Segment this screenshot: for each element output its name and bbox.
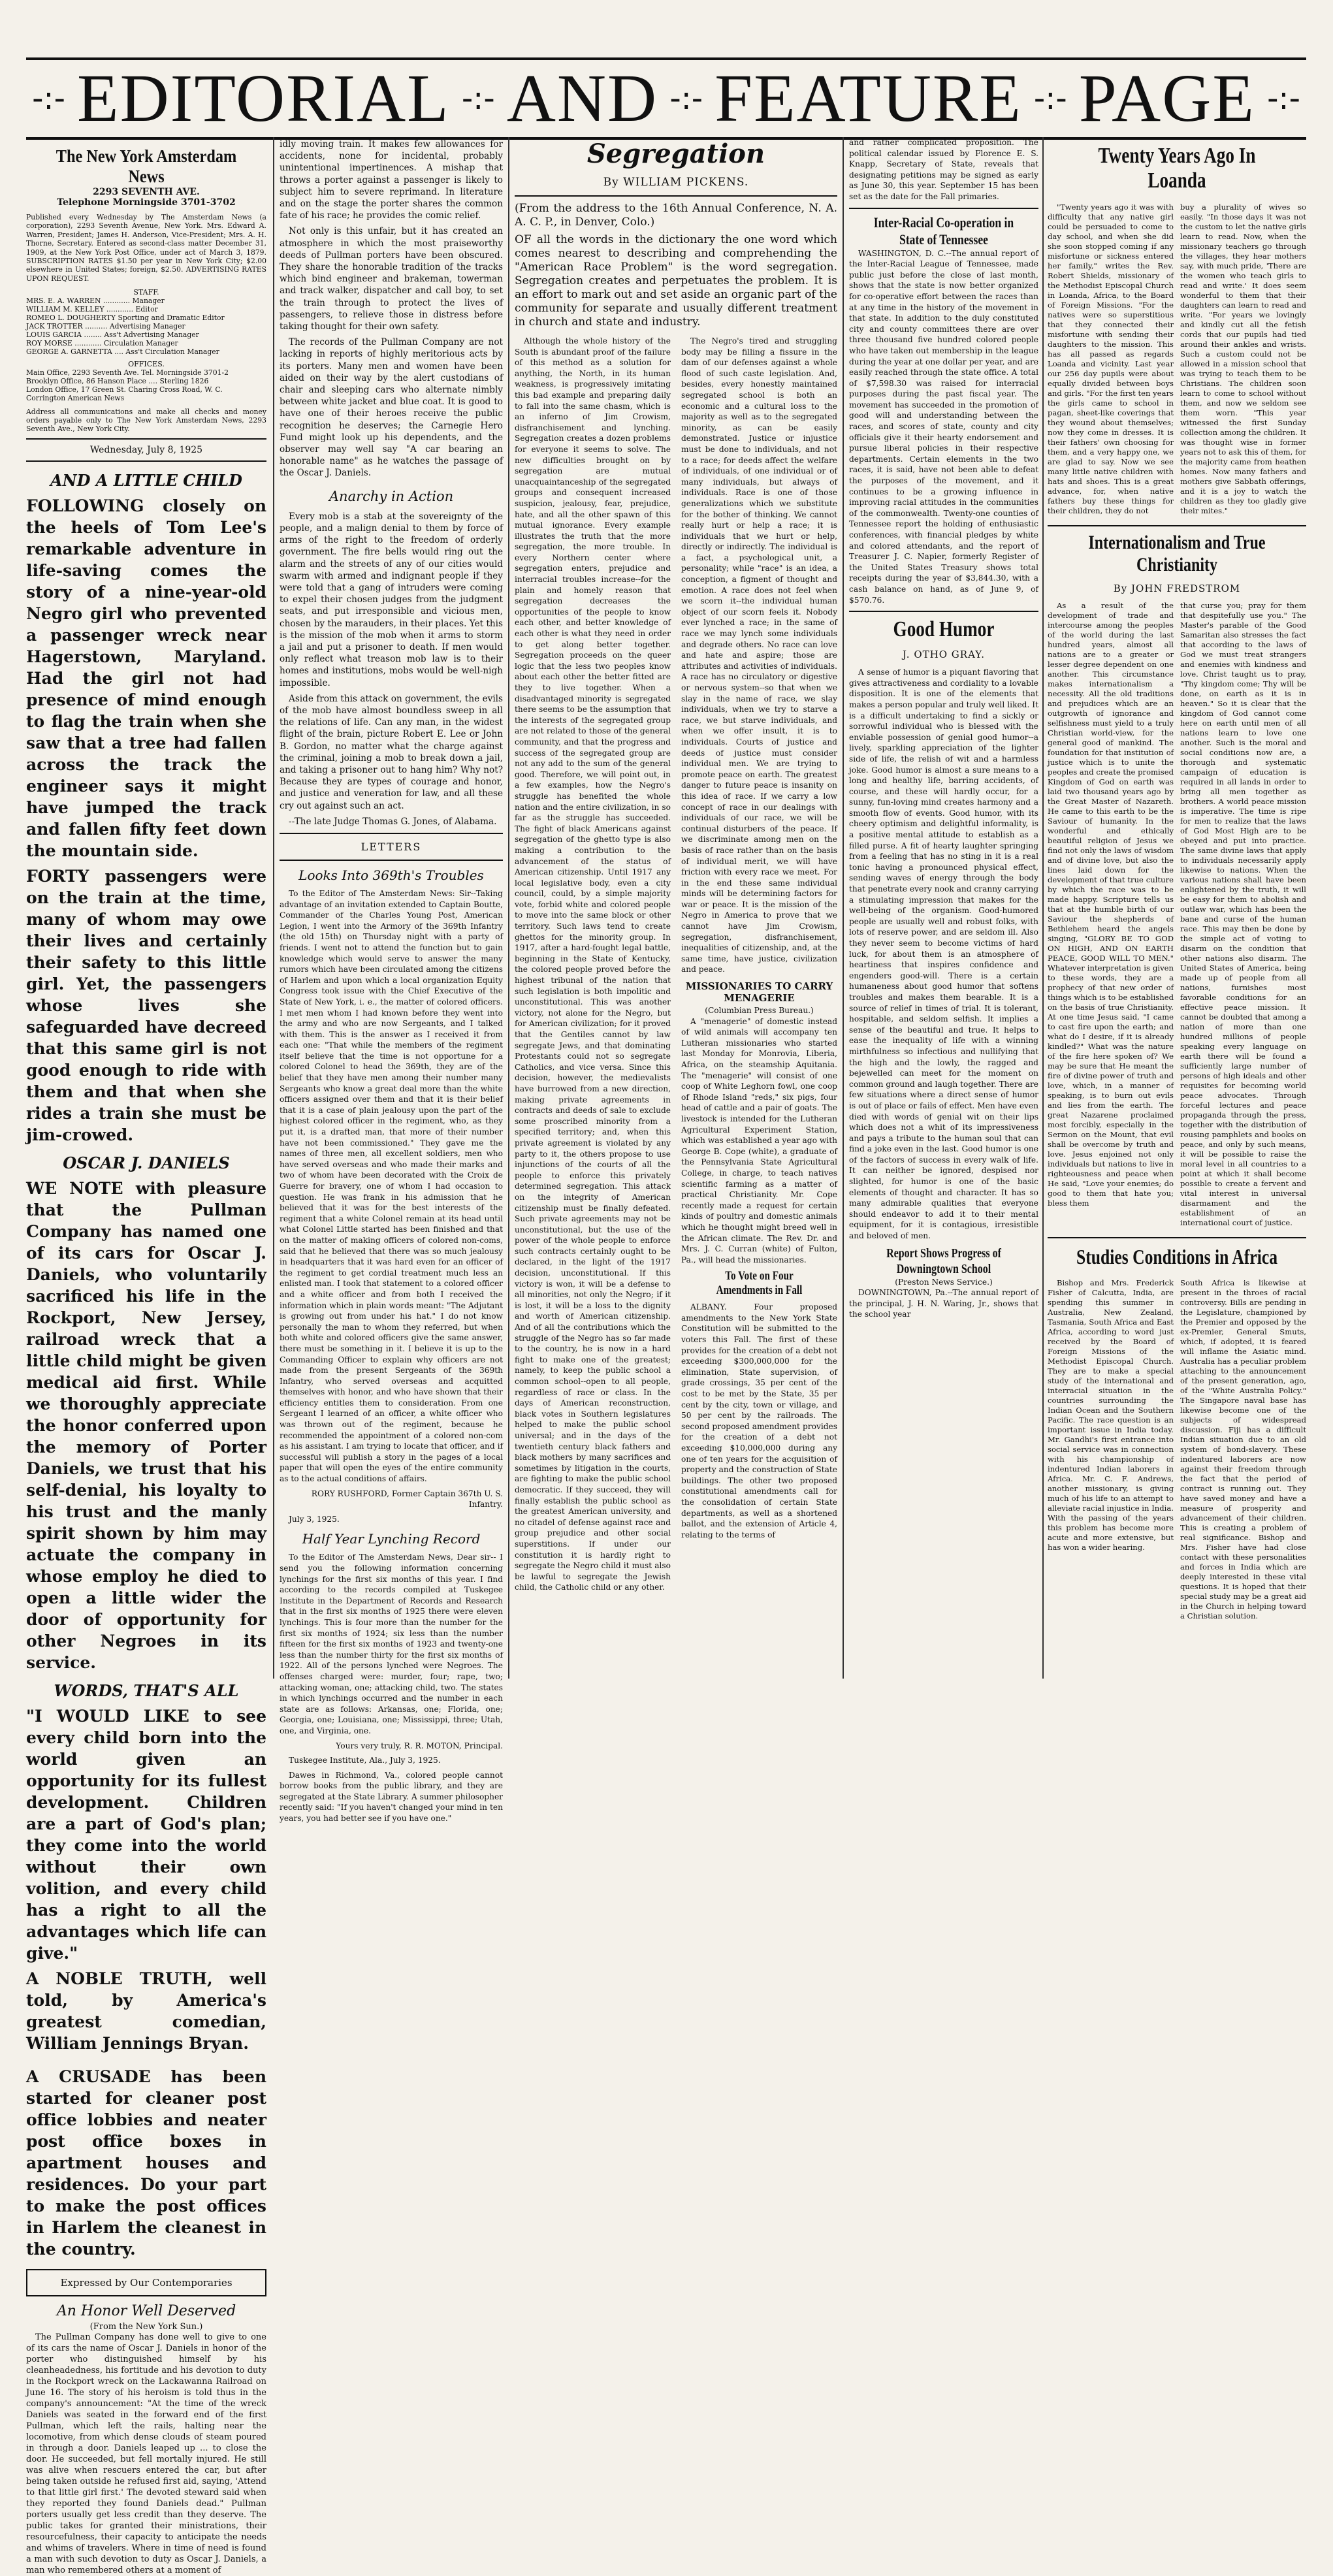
article-source: (Columbian Press Bureau.) <box>705 1006 814 1016</box>
paragraph: A NOBLE TRUTH, well told, by America's greatest comedian, William Jennings Bryan. <box>26 1969 266 2053</box>
article-heading: An Honor Well Deserved <box>56 2303 236 2320</box>
byline: J. OTHO GRAY. <box>902 649 986 661</box>
article-text <box>849 1287 1038 1320</box>
divider <box>1048 525 1306 526</box>
office-entry: Main Office, 2293 Seventh Ave. Tel. Morningside 3701-2 <box>26 368 229 378</box>
article-text <box>849 248 1038 606</box>
offices-heading: OFFICES. <box>128 360 165 369</box>
editorial-heading: WORDS, THAT'S ALL <box>54 1681 239 1701</box>
paragraph: Bishop and Mrs. Frederick Fisher of Calcutta, India, are spending this summer in Australia, New Zealand, Tasmania, South Africa and East Africa, according to word just received by the Board of Foreign Missions of the Methodist Episcopal Church. They are to make a special study of the international and interracial situation in the countries surrounding the Indian Ocean and the Southern Pacific. The race question is an important issue in India today. Mr. Gandhi's first entrance into social service was in connection with his championship of indentured Indian laborers in Africa. Mr. C. F. Andrews, another missionary, is giving much of his life to an attempt to alleviate racial injustice in India. With the passing of the years this problem has become more acute and more extensive, but has won a wider hearing. <box>1048 1278 1174 1552</box>
staff-entry: WILLIAM M. KELLEY ............ Editor <box>26 305 158 314</box>
segregation-article <box>515 137 837 1679</box>
article-source: (From the New York Sun.) <box>89 2322 203 2332</box>
office-entry: Corrington American News <box>26 394 125 403</box>
banner-word-feature: FEATURE <box>715 61 1022 136</box>
banner-word-and: AND <box>506 61 658 136</box>
editorial-heading: OSCAR J. DANIELS <box>63 1153 230 1173</box>
masthead-telephone: Telephone Morningside 3701-3702 <box>57 197 236 208</box>
banner-word-editorial: EDITORIAL <box>77 61 450 136</box>
banner-separator: -:- <box>461 80 495 117</box>
paragraph: As a result of the development of trade and intercourse among the peoples of the world during the last hundred years, almost all nations are to a greater or lesser degree dependent on one another. This circumstance makes internationalism a necessity. All the old traditions and prejudices which are an outgrowth of ignorance and selfishness must yield to a truly Christian world-view, for the general good of mankind. The foundation for that institution of justice which is to unite the peoples and create the promised Kingdom of God on earth was laid two thousand years ago by the Great Master of Nazareth. He came to this earth to be the Saviour of humanity. In the wonderful and ethically beautiful religion of Jesus we find not only the laws of wisdom and of divine love, but also the lines laid down for the development of that true culture by which the race was to be made happy. Scripture tells us that at the humble birth of our Saviour the shepherds of Bethlehem heard the angels singing, "GLORY BE TO GOD ON HIGH, AND ON EARTH PEACE, GOOD WILL TO MEN." Whatever interpretation is given to these words, they are a prophecy of that new order of things which is to be established on the basis of true Christianity. At one time Jesus said, "I came to cast fire upon the earth; and what do I desire, if it is already kindled?" What was the nature of the fire here spoken of? We may be sure that He meant the fire of divine power of truth and love, which, in a manner of speaking, is to burn out evils and lies from the earth. The great Nazarene proclaimed most forcibly, especially in the Sermon on the Mount, that evil shall be overcome by truth and love. Jesus enjoined not only individuals but nations to live in righteousness and peace when He said, "Love your enemies; do good to them that hate you; bless them <box>1048 601 1174 1208</box>
article-text <box>849 667 1038 1241</box>
article-heading: Good Humor <box>893 617 995 642</box>
banner-separator: -:- <box>1267 80 1300 117</box>
paragraph: buy a plurality of wives so easily. "In those days it was not the custom to let the native girls learn to read. Now, when the missionary teachers go through the villages, they hear mothers say, with much pride, 'There are the women who teach girls to read and write.' It does seem wonderful to them that their daughters can learn to read and write. "For years we lovingly and kindly cut all the fetish cords that our pupils had tied around their ankles and wrists. Such a custom could not be allowed in a mission school that was trying to teach them to be Christians. The children soon learn to come to school without them, and now we seldom see them worn. "This year witnessed the first Sunday collection among the children. It was thought wise in former years not to ask this of them, for the majority came from heathen homes. Now many fathers and mothers give Sabbath offerings, and it is a joy to watch the children as they too gladly give their mites." <box>1180 202 1306 515</box>
paragraph: ALBANY. Four proposed amendments to the New York State Constitution will be submitted to the voters this Fall. The first of these provides for the creation of a debt not exceeding $300,000,000 for the elimination, State supervision, of grade crossings, 35 per cent of the cost to be met by the State, 35 per cent by the city, town or village, and 50 per cent by the railroads. The second proposed amendment provides for the creation of a debt not exceeding $10,000,000 during any one of ten years for the acquisition of property and the construction of State buildings. The other two proposed constitutional amendments call for the consolidation of certain State departments, as well as a shortened ballot, and the extension of Article 4, relating to the terms of <box>681 1302 837 1539</box>
staff-entry: ROY MORSE ............ Circulation Manager <box>26 339 178 348</box>
staff-heading: STAFF. <box>133 288 159 297</box>
paragraph: "I WOULD LIKE to see every child born into the world given an opportunity for its fullest development. Children are a part of God's plan; they come into the world without their own volition, and every child has a right to all the advantages which life can give." <box>26 1707 266 1963</box>
staff-list <box>26 297 266 356</box>
article-text <box>26 2332 266 2576</box>
paragraph: To the Editor of The Amsterdam News, Dear sir-- I send you the following information concerning lynchings for the first six months of this year. I find according to the records compiled at Tuskegee Institute in the Department of Records and Research that in the first six months of 1925 there were eleven lynchings. This is four more than the number for the first six months of 1924; six less than the number fifteen for the first six months of 1923 and twenty-one less than the number thirty for the first six months of 1922. All of the persons lynched were Negroes. The offenses charged were: murder, four; rape, two; attacking woman, one; attacking child, two. The states in which lynchings occurred and the number in each state are as follows: Arkansas, one; Florida, one; Georgia, one; Louisiana, one; Mississippi, three; Utah, one, and Virginia, one. <box>280 1553 503 1735</box>
news-column <box>849 137 1038 1679</box>
article-heading: Studies Conditions in Africa <box>1076 1245 1277 1268</box>
paragraph: WASHINGTON, D. C.--The annual report of the Inter-Racial League of Tennessee, made public just before the close of last month, shows that the state is now better organized for co-operative effort between the races than at any time in the history of the movement in that state. In addition to the duly constituted city and county committees there are over three thousand five hundred colored people who have taken out membership in the league during the year at one dollar per year, and are easily reached through the state office. A total of $7,598.30 was raised for interracial purposes during the past fiscal year. The movement has succeeded in the promotion of good will and understanding between the races, and scores of state, county and city officials give it their hearty endorsement and pursue liberal policies in their respective departments. Certain elements in the two races, it is said, have not been able to defeat the purposes of the movement, and it continues to be a growing influence in improving racial attitudes in the communities of the commonwealth. Twenty-one counties of Tennessee report the holding of enthusiastic conferences, with financial pledges by white and colored attendants, and the report of Treasurer J. C. Napier, formerly Register of the United States Treasury shows total receipts during the year of $3,844.30, with a cash balance on hand, as of June 9, of $570.76. <box>849 248 1038 605</box>
paragraph: FOLLOWING closely on the heels of Tom Lee's remarkable adventure in life-saving comes the story of a nine-year-old Negro girl who prevented a passenger wreck near Hagerstown, Maryland. Had the girl not had presence of mind enough to flag the train when she saw that a tree had fallen across the track the engineer says it might have jumped the track and fallen fifty feet down the mountain side. <box>26 496 266 861</box>
article-text <box>515 336 671 1597</box>
paragraph: To the Editor of The Amsterdam News: Sir--Taking advantage of an invitation extended to Captain Boutte, Commander of the Charles Young Post, American Legion, I went into the Armory of the 369th Infantry (the old 15th) on Thursday night with a party of friends. I went not to attend the function but to gain knowledge which would serve to answer the many rumors which have been circulated among the citizens of Harlem and upon which a local organization Equity Congress took issue with the Chief Executive of the State of New York, i. e., the matter of colored officers. I met men whom I had known before they went into the army and who are now Sergeants, and I talked with them. This is the answer as I received it from each one: "That while the members of the regiment itself believe that the time is not opportune for a colored Colonel to head the 369th, they are of the belief that they have men among their number many Sergeants who know a great deal more than the white officers assigned over them and that it is their belief that it is a case of plain jealousy upon the part of the highest colored officer in the regiment, who, as they put it, is a drafted man, that more of their number have not been commissioned." They gave me the names of three men, all excellent soldiers, men who have served overseas and who made their marks and two of whom have been decorated with the Croix de Guerre for bravery, one of whom I had occasion to question. He was frank in his admission that he believed that it was for the best interests of the regiment that a white Colonel remain at its head until what Colonel Little started has been finished and that on the matter of making officers of colored non-coms, said that he believed that there was so much jealousy in headquarters that it was hard even for an officer of the regiment to get cordial treatment much less an enlisted man. I took that statement to a colored officer and a white officer and from both I received the information which in plain words meant: "The Adjutant is growing out from under his hat." I do not know personally the man to whom they referred, but when both white and colored officers give the same answer, there must be something in it. I believe it is up to the Commanding Officer to explain why officers are not made from the present Sergeants of the 369th Infantry, who served overseas and acquitted themselves with honor, and who have shown that their efficiency entitles them to consideration. From one Sergeant I learned of an officer, a white officer who was thrown out of the regiment, because he recommended the appointment of a colored non-com as his assistant. I am trying to locate that officer, and if successful will publish a story in the pages of a local paper that will open the eyes of the entire community as to the actual conditions of affairs. <box>280 888 503 1484</box>
divider <box>280 833 503 834</box>
divider <box>849 611 1038 612</box>
letters-heading: LETTERS <box>361 840 422 853</box>
feature-column <box>1048 137 1306 1679</box>
office-entry: London Office, 17 Green St. Charing Cross Road, W. C. <box>26 385 223 394</box>
masthead-publication-notice: Published every Wednesday by The Amsterdam News (a corporation), 2293 Seventh Avenue, New York. Mrs. Edward A. Warren, President; James H. Anderson, Vice-President; Mrs. A. H. Thorne, Secretary. Entered as second-class matter December 31, 1909, at the New York Post Office, under act of March 3, 1879. SUBSCRIPTION RATES $1.50 per year in New York City; $2.00 elsewhere in United States; foreign, $2.50. ADVERTISING RATES UPON REQUEST. <box>26 213 266 283</box>
offices-list <box>26 368 266 402</box>
news-column <box>280 137 503 1824</box>
signature: Yours very truly, R. R. MOTON, Principal. <box>336 1741 503 1750</box>
paragraph: A sense of humor is a piquant flavoring that gives attractiveness and cordiality to a lovable disposition. It is one of the elements that makes a person popular and truly well liked. It is a difficult undertaking to find a sickly or sorrowful individual who is blessed with the enviable possession of genial good humor--a lively, sparkling appreciation of the lighter side of life, the relish of wit and a harmless joke. Good humor is almost a sure means to a long and healthy life, barring accidents, of course, and these will hardly occur, for a sunny, fun-loving mind creates harmony and a smooth flow of events. Good humor, with its cheery optimism and delightful informality, is a positive mental attitude to establish as a filled purse. A fit of hearty laughter springing from a feeling that has no sting in it is a real tonic having a pronounced physical effect, sending waves of energy through the body that penetrate every nook and cranny carrying a stimulating impression that makes for the well-being of the organism. Good-humored people are usually well and robust folks, with lots of reserve power, and are seldom ill. Also they never seem to become victims of hard luck, for about them is an atmosphere of heartiness that inspires confidence and engenders good-will. There is a certain humaneness about good humor that softens troubles and makes them bearable. It is a source of relief in times of trial. It is tolerant, hospitable, and seldom selfish. It implies a sense of the beautiful and true. It helps to ease the inequality of life with a winning mirthfulness so infectious and nullifying that the high and the lowly, the ragged and bejewelled can meet for the moment on common ground and laugh together. There are few situations where a direct sense of humor is out of place or fails of effect. Men have even died with words of genial wit on their lips which does not a whit of its impressiveness and pays a tribute to the human soul that can find a joke even in the last. Good humor is one of the factors of success in every walk of life. It can neither be ignored, despised nor slighted, for humor is one of the basic elements of thought and character. It has so many admirable qualities that everyone should endeavor to add it to their mental equipment, for it is contagious, irresistible and beloved of men. <box>849 668 1038 1241</box>
paragraph: that curse you; pray for them that despitefully use you." The Master's parable of the Good Samaritan also stresses the fact that according to the laws of God we must treat strangers and enemies with kindness and love. Christ taught us to pray, "Thy kingdom come; Thy will be done, on earth as it is in heaven." So it is clear that the kingdom of God cannot come here on earth until men of all nations learn to love one another. Such is the moral and social conditions now are, a thorough and systematic campaign of education is required in all lands in order to bring all men together as brothers. A world peace mission is imperative. The time is ripe for men to realize that the laws of God Most High are to be obeyed and put into practice. The same divine laws that apply to individuals necessarily apply likewise to nations. When the various nations shall have been enlightened by the truth, it will be easy for them to abolish and outlaw war, which has been the bane and curse of the human race. This may then be done by the simple act of voting to disarm on the condition that other nations also disarm. The United States of America, being made up of people from all nations, furnishes most favorable conditions for an effective peace mission. It cannot be doubted that among a nation of more than one hundred millions of people speaking every language on earth there will be found a sufficiently large number of persons of high ideals and other requisites for becoming world peace advocates. Through forceful lectures and peace propaganda through the press, together with the distribution of rousing pamphlets and books on peace, and only by such means, it will be possible to raise the moral level in all countries to a point at which it shall become possible to create a fervent and vital interest in universal disarmament and the establishment of an international court of justice. <box>1180 601 1306 1227</box>
signature: RORY RUSHFORD, Former Captain 367th U. S. Infantry. <box>311 1489 503 1509</box>
paragraph: Not only is this unfair, but it has created an atmosphere in which the most praiseworthy deeds of Pullman porters have been obscured. They share the honorable tradition of the tracks which bind engineer and brakeman, towerman and track walker, dispatcher and call boy, to set the train through to protect the lives of passengers, to relieve those in distress before taking thought for their own safety. <box>280 226 503 332</box>
article-text <box>681 336 837 975</box>
banner-separator: -:- <box>32 80 65 117</box>
signature-place: Tuskegee Institute, Ala., July 3, 1925. <box>289 1756 441 1765</box>
article-lead: OF all the words in the dictionary the one word which comes nearest to describing and comprehending the "American Race Problem" is the word segregation. Segregation creates and perpetuates the problem. It is an effort to mark out and set aside an organic part of the community for separate and usually different treatment in church and state and industry. <box>515 233 837 329</box>
article-heading: Looks Into 369th's Troubles <box>298 867 484 883</box>
article-text <box>849 137 1038 202</box>
article-text <box>681 1016 837 1266</box>
office-entry: Brooklyn Office, 86 Hanson Place .... Sterling 1826 <box>26 377 209 386</box>
article-heading: Internationalism and True Christianity <box>1088 532 1266 575</box>
article-text <box>1048 601 1174 1232</box>
page-banner <box>26 57 1306 140</box>
editorial-text <box>26 495 266 1146</box>
divider <box>280 860 503 861</box>
paragraph: Every mob is a stab at the sovereignty of the people, and a malign denial to them by force of arms of the right to the freedom of orderly government. The fire bells would ring out the alarm and the streets of any of our cities would swarm with armed and indignant people if they were told that a gang of intruders were coming to expel their chosen judges from the judgment seats, and put irresponsible and vicious men, chosen by the marauders, in their places. Yet this is the mission of the mob when it arms to storm a jail and put a prisoner to death. If men would only reflect what treason mob law is to their homes and institutions, mobs would be well-nigh impossible. <box>280 511 503 688</box>
paragraph: Dawes in Richmond, Va., colored people cannot borrow books from the public library, and they are segregated at the State Library. A summer philosopher recently said: "If you haven't changed your mind in ten years, you had better see if you have one." <box>280 1770 503 1824</box>
paragraph: "Twenty years ago it was with difficulty that any native girl could be persuaded to come to day school, and when she did she soon stopped coming if any misfortune or sickness entered her family," writes the Rev. Robert Shields, missionary of the Methodist Episcopal Church in Loanda, Africa, to the Board of Foreign Missions. "For the natives were so superstitious that they connected their misfortune with sending their daughters to the mission. This has all passed as regards Loanda and vicinity. Last year our 256 day pupils were about equally divided between boys and girls. "For the first ten years the girls came to school in pagan, sheet-like coverings that they wound about themselves; now they come in dresses. It is their fathers' own choosing for them, and a very happy one, we are glad to say. Now we see many little native children with hats and shoes. This is a great advance, for, when native fathers buy these things for their children, they do not <box>1048 202 1174 515</box>
article-heading: Anarchy in Action <box>329 488 454 504</box>
contemporaries-box: Expressed by Our Contemporaries <box>26 2269 266 2296</box>
paragraph: The records of the Pullman Company are not lacking in reports of highly meritorious acts by its porters. Many men and women have been aided on their way by the alert custodians of chair and sleeping cars who alternate nimbly between white jacket and blue coat. It is good to have one of their heroes receive the public recognition he deserves; the Carnegie Hero Fund might look up his dependents, and the observer may well say "A car bearing an honorable name" as he watches the passage of the Oscar J. Daniels. <box>280 337 503 479</box>
banner-word-page: PAGE <box>1078 61 1255 136</box>
paragraph: A "menagerie" of domestic instead of wild animals will accompany ten Lutheran missionaries who started last Monday for Monrovia, Liberia, Africa, on the steamship Aquitania. The "menagerie" will consist of one coop of White Leghorn fowl, one coop of Rhode Island "reds," six pigs, four head of cattle and a pair of goats. The livestock is intended for the Lutheran Agricultural Experiment Station, which was established a year ago with George B. Cope (white), a graduate of the Pennsylvania State Agricultural College, in charge, to teach natives scientific farming as a matter of practical Christianity. Mr. Cope recently made a request for certain kinds of poultry and domestic animals which he thought might breed well in the African climate. The Rev. Dr. and Mrs. J. C. Curran (white) of Fulton, Pa., will head the missionaries. <box>681 1016 837 1264</box>
divider <box>26 460 266 462</box>
article-source: (Preston News Service.) <box>895 1277 993 1287</box>
divider <box>849 208 1038 209</box>
article-text <box>280 1552 503 1824</box>
column-rule <box>1042 137 1044 1679</box>
issue-date: Wednesday, July 8, 1925 <box>89 445 203 456</box>
divider <box>1048 1237 1306 1238</box>
paragraph: A CRUSADE has been started for cleaner post office lobbies and neater post office boxes in apartment houses and residences. Do your part to make the post offices in Harlem the cleanest in the country. <box>26 2067 266 2259</box>
paragraph: DOWNINGTOWN, Pa.--The annual report of the principal, J. H. N. Waring, Jr., shows that the school year <box>849 1288 1038 1319</box>
article-text <box>1048 202 1174 520</box>
column-rule <box>273 137 274 1679</box>
divider <box>26 438 266 440</box>
article-text <box>1180 601 1306 1232</box>
paragraph: FORTY passengers were on the train at the time, many of whom may owe their lives and certainly their safety to this little girl. Yet, the passengers whose lives she safeguarded have decreed that this same girl is not good enough to ride with them and that when she rides a train she must be jim-crowed. <box>26 867 266 1145</box>
article-text <box>280 138 503 479</box>
byline: By JOHN FREDSTROM <box>1113 583 1241 594</box>
byline: By WILLIAM PICKENS. <box>603 176 749 189</box>
article-title: Segregation <box>586 138 765 169</box>
staff-entry: ROMEO L. DOUGHERTY Sporting and Dramatic Editor <box>26 314 225 323</box>
editorial-column <box>26 137 266 2576</box>
article-heading: Inter-Racial Co-operation in State of Tennessee <box>873 214 1014 248</box>
editorial-heading: AND A LITTLE CHILD <box>50 471 242 491</box>
article-heading: Twenty Years Ago In Loanda <box>1098 144 1256 193</box>
article-heading: To Vote on Four Amendments in Fall <box>716 1269 803 1298</box>
article-heading: Half Year Lynching Record <box>302 1531 481 1547</box>
article-text <box>681 1302 837 1540</box>
article-source: (From the address to the 16th Annual Conference, N. A. A. C. P., in Denver, Colo.) <box>515 202 837 229</box>
paragraph: Aside from this attack on government, the evils of the mob have almost boundless sweep in all the relations of life. Can any man, in the widest flight of the brain, picture Robert E. Lee or John B. Gordon, no matter what the charge against the criminal, joining a mob to break down a jail, and taking a prisoner out to hang him? Why not? Because they are types of courage and honor, and justice and veneration for law, and all these cry out against such an act. <box>280 693 503 811</box>
paragraph: The Negro's tired and struggling body may be filling a fissure in the dam of our defenses against a whole flood of such caste legislation. And, besides, every honestly maintained segregated school is both an economic and a cultural loss to the majority as well as to the segregated minority, as can be easily demonstrated. Justice or injustice must be done to individuals, and not to a race; for deeds affect the welfare of individuals, of one individual or of many individuals, but always of individuals. Race is one of those generalizations which we substitute for the bother of thinking. We cannot really hurt or help a race; it is individuals that we hurt or help, directly or indirectly. The individual is a fact, a psychological unit, a personality; while "race" is an idea, a conception, a figment of thought and emotion. A race does not feel when we scorn it--the individual human object of our scorn feels it. Nobody ever lynched a race; in the same of race we may lynch some individuals and degrade others. No race can love and hate and aspire; those are attributes and activities of individuals. A race has no circulatory or digestive or nervous system--so that when we slay in the name of race, we slay individuals, when we try to starve a race, we but starve individuals, and when we offer insult, it is to individuals. Courts of justice and deeds of justice must consider individual men. We are trying to promote peace on earth. The greatest danger to future peace is insanity on this idea of race. If we carry a low concept of race in our dealings with individuals of our race, we will be continual disturbers of the peace. If we discriminate among men on the basis of race rather than on the basis of individual merit, we will have friction with every race we meet. For in the end these same individual minds will be determining factors for war or peace. It is the mission of the Negro in America to prove that we cannot have Jim Crowism, segregation, disfranchisement, inequalities of citizenship, and, at the same time, have justice, civilization and peace. <box>681 336 837 974</box>
paragraph: idly moving train. It makes few allowances for accidents, none for incidental, probably unintentional impertinences. A mishap that throws a porter against a passenger is likely to subject him to severe reprimand. In literature and on the stage the porter shares the common fate of his race; he provides the comic relief. <box>280 139 503 221</box>
paragraph: and rather complicated proposition. The political calendar issued by Florence E. S. Knapp, Secretary of State, reveals that designating petitions may be signed as early as June 30, this year. September 15 has been set as the date for the Fall primaries. <box>849 138 1038 201</box>
editorial-text <box>26 1705 266 2260</box>
citation: --The late Judge Thomas G. Jones, of Alabama. <box>289 816 497 827</box>
address-note: Address all communications and make all checks and money orders payable only to The New York Amsterdam News, 2293 Seventh Ave., New York City. <box>26 408 266 434</box>
paragraph: The Pullman Company has done well to give to one of its cars the name of Oscar J. Daniels in honor of the porter who distinguished himself by his cleanheadedness, his fortitude and his devotion to duty in the Rockport wreck on the Lackawanna Railroad on June 16. The story of his heroism is told thus in the company's announcement: "At the time of the wreck Daniels was seated in the forward end of the first Pullman, which left the rails, halting near the locomotive, from which dense clouds of steam poured in through a door. Daniels leaped up ... to close the door. He succeeded, but fell mortally injured. He still was alive when rescuers entered the car, but after being taken outside he refused first aid, saying, 'Attend to that little girl first.' The devoted steward said when they reported they found Daniels dead." Pullman porters usually get less credit than they deserve. The public takes for granted their ministrations, their resourcefulness, their capacity to anticipate the needs and whims of travelers. Where in time of need is found a man with such devotion to duty as Oscar J. Daniels, a man who remembered others at a moment of <box>26 2332 266 2576</box>
article-heading: MISSIONARIES TO CARRY MENAGERIE <box>685 980 833 1005</box>
article-text <box>1048 1278 1174 1625</box>
article-heading: Report Shows Progress of Downingtown School <box>886 1246 1001 1276</box>
paragraph: WE NOTE with pleasure that the Pullman Company has named one of its cars for Oscar J. Daniels, who voluntarily sacrificed his life in the Rockport, New Jersey, railroad wreck that a little child might be given medical aid first. While we thoroughly appreciate the honor conferred upon the memory of Porter Daniels, we trust that his self-denial, his loyalty to his trust and the manly spirit shown by him may actuate the company in whose employ he died to open a little wider the door of opportunity for other Negroes in its service. <box>26 1179 266 1673</box>
banner-separator: -:- <box>1033 80 1067 117</box>
staff-entry: LOUIS GARCIA ........ Ass't Advertising Manager <box>26 330 199 340</box>
column-rule <box>843 137 844 1679</box>
paragraph: South Africa is likewise at present in the throes of racial controversy. Bills are pending in the Legislature, championed by the Premier and opposed by the ex-Premier, General Smuts, which, if adopted, it is feared will inflame the Asiatic mind. Australia has a peculiar problem attaching to the announcement of the present generation, ago, of the "White Australia Policy." The Singapore naval base has likewise become one of the subjects of widespread discussion. Fiji has a difficult Indian situation due to an old system of bond-slavery. These indentured laborers are now against their freedom through the fact that the period of contract is running out. They have saved money and have a measure of prosperity and advancement of their children. This is creating a problem of real significance. Bishop and Mrs. Fisher have had close contact with these personalities and forces in India which are deeply interested in these vital questions. It is hoped that their special study may be a great aid in the Church in helping toward a Christian solution. <box>1180 1278 1306 1620</box>
article-text <box>280 511 503 828</box>
staff-entry: JACK TROTTER .......... Advertising Manager <box>26 322 185 331</box>
staff-entry: MRS. E. A. WARREN ............ Manager <box>26 297 165 306</box>
article-text <box>1180 202 1306 520</box>
paragraph: Although the whole history of the South is abundant proof of the failure of this method as a solution for anything, the North, in its human weakness, is progressively imitating this bad example and preparing daily to fall into the same chasm, which is an inferno of Jim Crowism, disfranchisement and lynching. Segregation creates a dozen problems for everyone it seems to solve. The new difficulties brought on by segregation are mutual unacquaintanceship of the segregated groups and consequent increased suspicion, jealousy, fear, prejudice, hate, and all the other spawn of this mutual ignorance. Every example illustrates the truth that the more segregation, the more trouble. In every Northern center where segregation enters, prejudice and interracial troubles increase--for the plain and homely reason that segregation decreases the opportunities of the people to know each other, and better knowledge of each other is what they need in order to get along better together. Segregation proceeds on the queer logic that the less two peoples know about each other the better fitted are they to live together. When a disadvantaged minority is segregated there seems to be the assumption that the interests of the segregated group are not related to those of the general community, and that the progress and success of the segregated group are not any add to the sum of the general good. Therefore, we will point out, in a few examples, how the Negro's struggle has benefited the whole nation and the entire civilization, in so far as the struggle has succeeded. The fight of black Americans against segregation of the ghetto type is also making a contribution to the advancement of the status of American citizenship. Until 1917 any local legislative body, even a city council, could, by a simple majority vote, forbid white and colored people to move into the same block or other territory. Such laws tend to create ghettos for the minority group. In 1917, after a hard-fought legal battle, beginning in the State of Kentucky, the colored people proved before the highest tribunal of the nation that such legislation is both impolitic and unconstitutional. This was another victory, not alone for the Negro, but for American civilization; for it proved that the Gentiles cannot by law segregate Jews, and that dominating Protestants could not so segregate Catholics, and vice versa. Since this decision, however, the medievalists have burrowed from a new direction, making private agreements in contracts and deeds of sale to exclude some proscribed minority from a specified territory; and, when this private agreement is violated by any party to it, the others propose to use injunctions of the courts of all the people to enforce this privately determined segregation. This attack on the integrity of American citizenship must be finally defeated. Such private agreements may not be unconstitutional, but the use of the power of the whole people to enforce such contracts certainly ought to be declared, in the light of the 1917 decision, unconstitutional. If this victory is won, it will be a defense to all minorities, not only the Negro; if it is lost, it will be a loss to the dignity and worth of American citizenship. And of all the contributions which the struggle of the Negro has so far made to the country, he is now in a hard fight to make one of the greatest; namely, to keep the public school a common school--open to all people, regardless of race or class. In the days of American reconstruction, black votes in Southern legislatures helped to make the public school universal; and in the days of the twentieth century black fathers and black mothers by many sacrifices and sometimes by litigation in the courts, are fighting to make the public school democratic. If they succeed, they will finally establish the public school as the greatest American university, and no citadel of defense against race and group prejudice and other social superstitions. If under our constitution it is hardly right to segregate the Negro child it must also be lawful to segregate the Jewish child, the Catholic child or any other. <box>515 336 671 1592</box>
staff-entry: GEORGE A. GARNETTA .... Ass't Circulation Manager <box>26 347 219 357</box>
editorial-text <box>26 1178 266 1673</box>
masthead-address: 2293 SEVENTH AVE. <box>93 187 200 197</box>
column-rule <box>508 137 509 1679</box>
article-text <box>280 888 503 1524</box>
article-text <box>1180 1278 1306 1625</box>
masthead-title: The New York Amsterdam News <box>56 146 237 186</box>
banner-separator: -:- <box>669 80 703 117</box>
divider <box>515 195 837 197</box>
letter-date: July 3, 1925. <box>289 1514 340 1524</box>
